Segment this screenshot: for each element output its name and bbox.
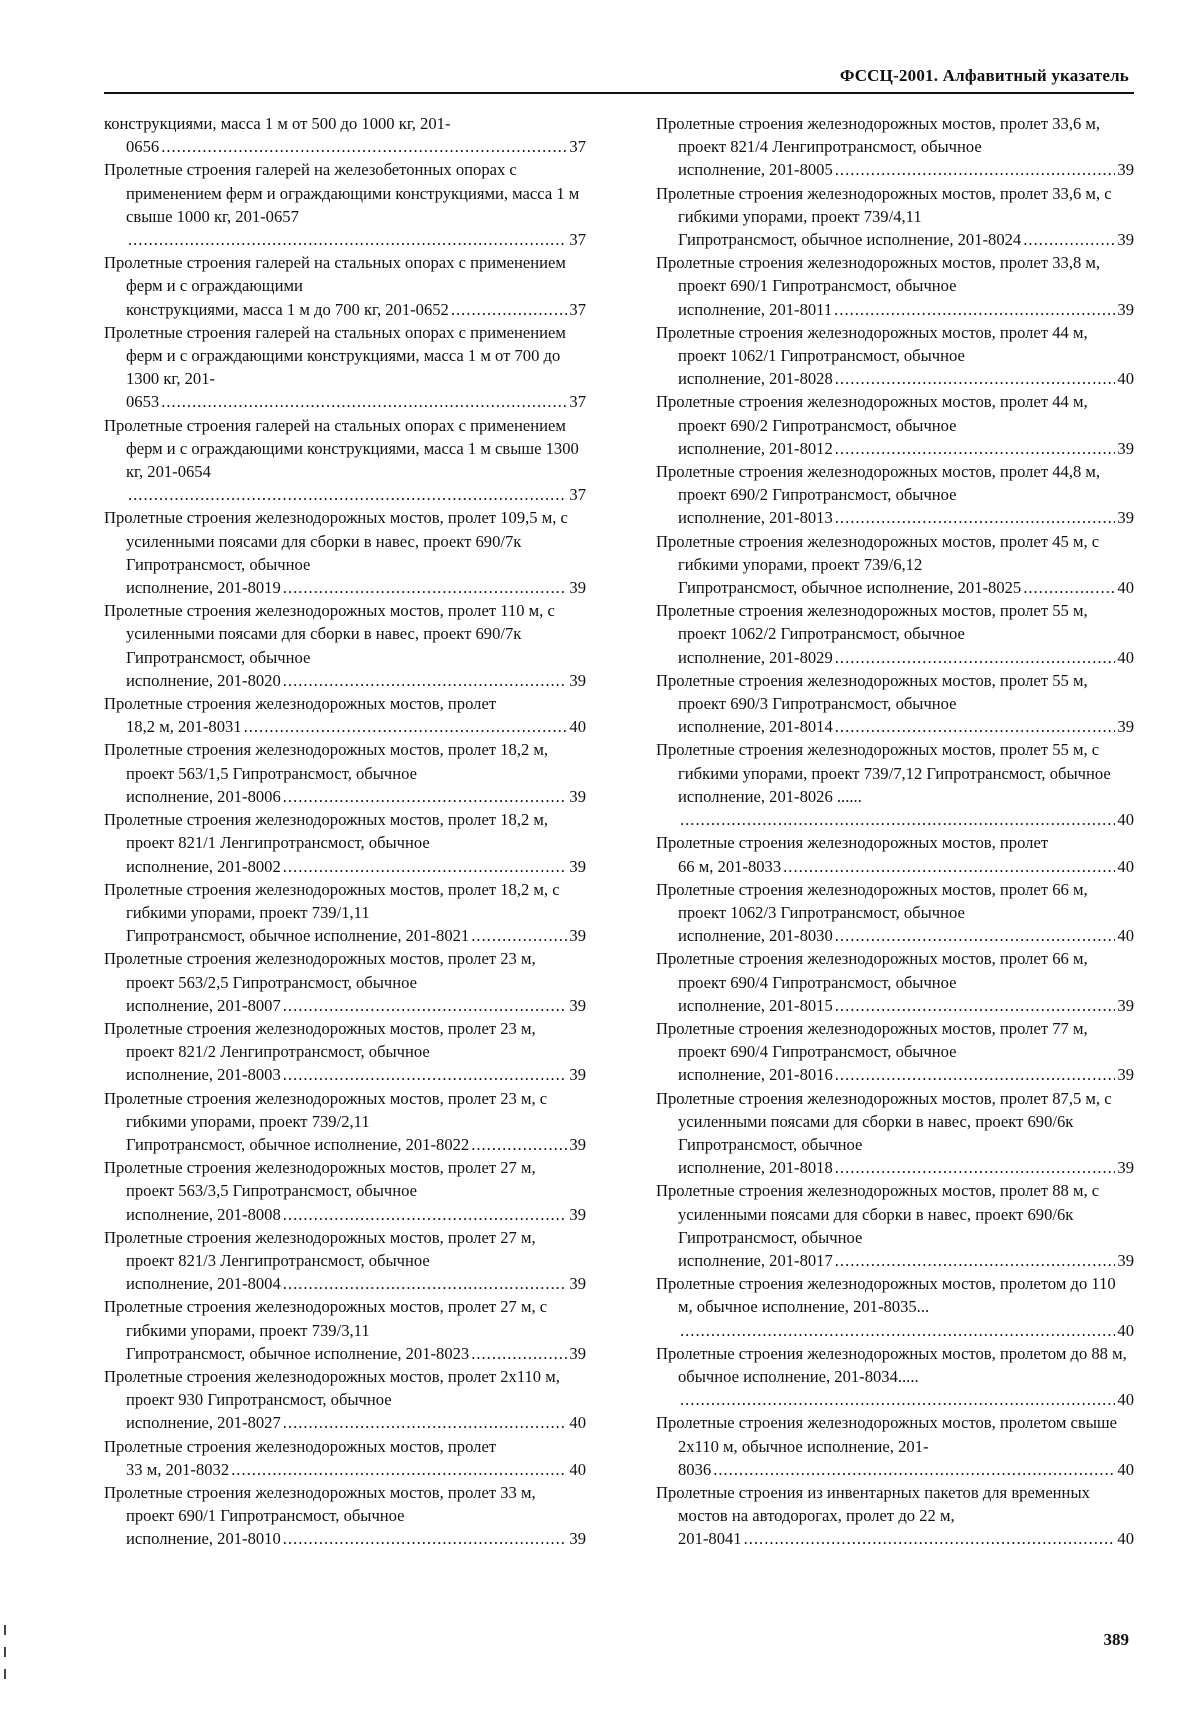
index-entry-text: Пролетные строения железнодорожных мостов, пролет 33,8 м, проект 690/1 Гипротрансмост, обычное <box>656 253 1101 296</box>
index-entry-tail: исполнение, 201-8014 <box>678 717 833 737</box>
index-entry-text: Пролетные строения железнодорожных мостов, пролет 44 м, проект 690/2 Гипротрансмост, обычное <box>656 392 1088 435</box>
dot-leader <box>283 1203 568 1226</box>
index-entry-tail: исполнение, 201-8003 <box>126 1065 281 1085</box>
index-entry <box>656 1342 1134 1412</box>
index-entry-tail: исполнение, 201-8006 <box>126 786 281 806</box>
index-entry-text: Пролетные строения железнодорожных мостов, пролет 66 м, проект 690/4 Гипротрансмост, обычное <box>656 949 1088 992</box>
index-entry-text: Пролетные строения железнодорожных мостов, пролет 27 м, проект 563/3,5 Гипротрансмост, обычное <box>104 1158 536 1201</box>
index-entry <box>104 808 586 878</box>
index-entry-leader-line <box>678 1388 1134 1411</box>
index-entry-tail: исполнение, 201-8007 <box>126 995 281 1015</box>
index-entry-tail: исполнение, 201-8018 <box>678 1158 833 1178</box>
index-entry-tail: исполнение, 201-8002 <box>126 856 281 876</box>
dot-leader <box>835 646 1116 669</box>
index-entry-leader-line <box>678 158 1134 181</box>
index-entry-text: Пролетные строения железнодорожных мостов, пролет 27 м, проект 821/3 Ленгипротрансмост, обычное <box>104 1227 536 1270</box>
index-entry <box>656 390 1134 460</box>
index-entry-tail: исполнение, 201-8028 <box>678 369 833 389</box>
index-entry-leader-line <box>126 298 586 321</box>
index-entry-tail: исполнение, 201-8029 <box>678 647 833 667</box>
dot-leader <box>783 855 1115 878</box>
index-entry-page: 40 <box>569 717 586 737</box>
index-entry-text: Пролетные строения железнодорожных мостов, пролет 55 м, проект 1062/2 Гипротрансмост, обычное <box>656 601 1088 644</box>
index-entry-text: Пролетные строения железнодорожных мостов, пролет 23 м, проект 821/2 Ленгипротрансмост, обычное <box>104 1018 536 1062</box>
index-entry-leader-line <box>678 994 1134 1017</box>
index-entry-leader-line <box>678 298 1134 321</box>
index-entry-page: 39 <box>1117 299 1134 319</box>
index-entry-page: 39 <box>1117 1158 1134 1178</box>
index-entry-text: Пролетные строения железнодорожных мостов, пролет 45 м, с гибкими упорами, проект 739/6,12 <box>656 531 1100 574</box>
index-entry-text: Пролетные строения железнодорожных мостов, пролет 18,2 м, проект 563/1,5 Гипротрансмост, обычное <box>104 740 549 783</box>
index-entry-tail: исполнение, 201-8015 <box>678 995 833 1015</box>
index-entry-text: Пролетные строения железнодорожных мостов, пролетом до 88 м, обычное исполнение, 201-8034..... <box>656 1343 1127 1386</box>
index-entry-text: Пролетные строения железнодорожных мостов, пролет 77 м, проект 690/4 Гипротрансмост, обычное <box>656 1018 1088 1062</box>
dot-leader <box>835 1249 1116 1272</box>
index-entry-leader-line <box>126 1527 586 1550</box>
index-entry-page: 40 <box>569 1459 586 1479</box>
index-entry-text: Пролетные строения железнодорожных мостов, пролет 44 м, проект 1062/1 Гипротрансмост, обычное <box>656 322 1088 366</box>
dot-leader <box>283 1063 568 1086</box>
index-entry-tail: 66 м, 201-8033 <box>678 856 782 876</box>
index-entry-text: Пролетные строения из инвентарных пакетов для временных мостов на автодорогах, пролет до 22 м, <box>656 1482 1090 1526</box>
index-entry-text: Пролетные строения железнодорожных мостов, пролет 33,6 м, с гибкими упорами, проект 739/4,11 <box>656 183 1112 226</box>
dot-leader <box>835 437 1116 460</box>
index-entry-page: 39 <box>1117 160 1134 180</box>
dot-leader <box>835 158 1116 181</box>
index-entry-text: Пролетные строения железнодорожных мостов, пролет <box>104 694 497 714</box>
index-entry <box>104 878 586 948</box>
index-entry <box>656 878 1134 948</box>
dot-leader <box>835 367 1116 390</box>
index-entry-leader-line <box>678 1156 1134 1179</box>
index-entry <box>104 414 586 507</box>
index-entry-page: 39 <box>569 856 586 876</box>
index-entry-leader-line <box>126 785 586 808</box>
index-entry-tail: исполнение, 201-8010 <box>126 1529 281 1549</box>
index-entry-page: 39 <box>1117 717 1134 737</box>
index-entry-page: 40 <box>1117 578 1134 598</box>
index-entry-leader-line <box>678 1527 1134 1550</box>
index-entry-leader-line <box>126 228 586 251</box>
index-entry-page: 39 <box>1117 508 1134 528</box>
index-entry-page: 37 <box>569 485 586 505</box>
index-entry-tail: 0656 <box>126 137 160 157</box>
index-entry-page: 37 <box>569 299 586 319</box>
index-entry-leader-line <box>678 855 1134 878</box>
index-entry-page: 40 <box>1117 926 1134 946</box>
dot-leader <box>161 135 567 158</box>
index-entry-tail: Гипротрансмост, обычное исполнение, 201-8023 <box>126 1343 470 1363</box>
dot-leader <box>283 855 568 878</box>
index-entry-text: Пролетные строения железнодорожных мостов, пролет 109,5 м, с усиленными поясами для сборки в навес, проект 690/7к Гипротрансмост, обычное <box>104 508 568 574</box>
dot-leader <box>283 1527 568 1550</box>
index-entry-text: Пролетные строения галерей на стальных опорах с применением ферм и с ограждающими конструкциями, масса 1 м свыше 1300 кг, 201-0654 <box>104 415 579 482</box>
index-entry-tail: исполнение, 201-8016 <box>678 1065 833 1085</box>
index-entry <box>656 530 1134 600</box>
index-entry-leader-line <box>126 1458 586 1481</box>
index-entry-page: 40 <box>569 1413 586 1433</box>
index-entry-text: Пролетные строения галерей на стальных опорах с применением ферм и с ограждающими конструкциями, масса 1 м от 700 до 1300 кг, 201- <box>104 322 566 389</box>
index-entry-text: Пролетные строения железнодорожных мостов, пролетом свыше 2х110 м, обычное исполнение, 201- <box>656 1413 1117 1456</box>
index-entry-tail: исполнение, 201-8008 <box>126 1204 281 1224</box>
index-entry <box>656 112 1134 182</box>
index-entry-leader-line <box>678 1319 1134 1342</box>
index-entry-page: 40 <box>1117 1390 1134 1410</box>
index-entry-text: Пролетные строения железнодорожных мостов, пролет 33 м, проект 690/1 Гипротрансмост, обычное <box>104 1482 536 1526</box>
index-entry <box>104 112 586 158</box>
index-entry <box>656 1087 1134 1180</box>
index-entry-text: Пролетные строения железнодорожных мостов, пролет 33,6 м, проект 821/4 Ленгипротрансмост, обычное <box>656 114 1101 157</box>
dot-leader <box>835 1156 1116 1179</box>
index-entry <box>104 506 586 599</box>
index-entry-tail: 8036 <box>678 1459 712 1479</box>
index-entry-text: Пролетные строения железнодорожных мостов, пролет 88 м, с усиленными поясами для сборки в навес, проект 690/6к Гипротрансмост, обычное <box>656 1181 1100 1247</box>
index-entry <box>656 669 1134 739</box>
index-entry-tail: исполнение, 201-8005 <box>678 160 833 180</box>
index-entry-tail: конструкциями, масса 1 м до 700 кг, 201-0652 <box>126 299 449 319</box>
index-entry-text: Пролетные строения железнодорожных мостов, пролет <box>104 1436 497 1456</box>
index-entry-text: Пролетные строения железнодорожных мостов, пролет 23 м, с гибкими упорами, проект 739/2,11 <box>104 1088 548 1131</box>
index-entry-page: 39 <box>569 670 586 690</box>
index-entry <box>656 1411 1134 1481</box>
index-entry-leader-line <box>678 924 1134 947</box>
running-header: ФССЦ-2001. Алфавитный указатель <box>839 66 1129 85</box>
index-entry-tail: 201-8041 <box>678 1529 742 1549</box>
index-entry <box>104 1156 586 1226</box>
index-entry <box>104 1481 586 1551</box>
index-entry-tail: Гипротрансмост, обычное исполнение, 201-8021 <box>126 926 470 946</box>
index-entry <box>656 251 1134 321</box>
index-entry <box>104 1017 586 1087</box>
index-entry <box>656 947 1134 1017</box>
dot-leader <box>680 808 1115 831</box>
index-entry <box>104 251 586 321</box>
index-entry-text: Пролетные строения железнодорожных мостов, пролет 2х110 м, проект 930 Гипротрансмост, обычное <box>104 1366 560 1410</box>
index-entry <box>656 1481 1134 1551</box>
dot-leader <box>680 1319 1115 1342</box>
index-entry <box>104 947 586 1017</box>
index-entry <box>104 1226 586 1296</box>
index-entry <box>104 1087 586 1157</box>
index-entry-page: 37 <box>569 230 586 250</box>
index-entry-page: 39 <box>569 786 586 806</box>
index-entry <box>104 1435 586 1481</box>
index-entry-tail: 0653 <box>126 392 160 412</box>
dot-leader <box>835 1063 1116 1086</box>
index-entry-leader-line <box>678 1458 1134 1481</box>
index-entry-page: 40 <box>1117 810 1134 830</box>
dot-leader <box>835 715 1116 738</box>
index-entry <box>104 158 586 251</box>
index-entry-leader-line <box>126 1272 586 1295</box>
index-entry-leader-line <box>126 1063 586 1086</box>
index-entry-text: Пролетные строения железнодорожных мостов, пролет 55 м, с гибкими упорами, проект 739/7,12 Гипротрансмост, обычное исполнение, 201-8026 ...... <box>656 740 1111 806</box>
index-entry-leader-line <box>126 1411 586 1434</box>
index-entry-tail: исполнение, 201-8011 <box>678 299 833 319</box>
index-entry-tail: Гипротрансмост, обычное исполнение, 201-8025 <box>678 578 1022 598</box>
index-entry-page: 39 <box>569 578 586 598</box>
index-entry-tail: исполнение, 201-8017 <box>678 1250 833 1270</box>
index-entry-leader-line <box>126 669 586 692</box>
left-index-column <box>104 112 586 1551</box>
index-entry-page: 39 <box>1117 995 1134 1015</box>
index-entry-leader-line <box>678 1063 1134 1086</box>
dot-leader <box>283 994 568 1017</box>
index-entry-leader-line <box>126 1203 586 1226</box>
index-entry-page: 37 <box>569 137 586 157</box>
index-entry-leader-line <box>126 715 586 738</box>
dot-leader <box>834 298 1115 321</box>
index-entry-text: Пролетные строения железнодорожных мостов, пролет 110 м, с усиленными поясами для сборки в навес, проект 690/7к Гипротрансмост, обычное <box>104 601 555 667</box>
index-entry-text: Пролетные строения железнодорожных мостов, пролет 66 м, проект 1062/3 Гипротрансмост, обычное <box>656 879 1088 922</box>
dot-leader <box>835 994 1116 1017</box>
index-entry-text: Пролетные строения железнодорожных мостов, пролет 27 м, с гибкими упорами, проект 739/3,11 <box>104 1297 548 1340</box>
index-entry <box>104 692 586 738</box>
index-entry-page: 39 <box>569 1134 586 1154</box>
index-entry-page: 39 <box>569 926 586 946</box>
index-entry-text: Пролетные строения железнодорожных мостов, пролет 18,2 м, проект 821/1 Ленгипротрансмост, обычное <box>104 810 549 853</box>
index-entry-tail: исполнение, 201-8004 <box>126 1274 281 1294</box>
index-entry <box>656 831 1134 877</box>
dot-leader <box>835 924 1116 947</box>
dot-leader <box>244 715 568 738</box>
index-entry-leader-line <box>126 576 586 599</box>
index-entry-tail: исполнение, 201-8030 <box>678 926 833 946</box>
index-entry-tail: Гипротрансмост, обычное исполнение, 201-8022 <box>126 1134 470 1154</box>
index-entry-leader-line <box>678 715 1134 738</box>
index-entry <box>104 599 586 692</box>
index-entry-leader-line <box>678 646 1134 669</box>
dot-leader <box>128 483 567 506</box>
index-entry-page: 40 <box>1117 1529 1134 1549</box>
index-entry-leader-line <box>126 1133 586 1156</box>
index-entry-page: 39 <box>1117 1065 1134 1085</box>
index-entry <box>656 1017 1134 1087</box>
dot-leader <box>283 669 568 692</box>
index-entry <box>656 460 1134 530</box>
index-entry <box>104 1295 586 1365</box>
index-entry <box>656 599 1134 669</box>
index-entry-text: Пролетные строения железнодорожных мостов, пролет 87,5 м, с усиленными поясами для сборки в навес, проект 690/6к Гипротрансмост, обычное <box>656 1088 1112 1154</box>
index-entry-page: 40 <box>1117 369 1134 389</box>
index-entry-leader-line <box>126 135 586 158</box>
page-number: 389 <box>1103 1630 1129 1649</box>
dot-leader <box>471 1133 567 1156</box>
index-entry-tail: исполнение, 201-8013 <box>678 508 833 528</box>
index-entry-leader-line <box>678 228 1134 251</box>
index-entry-page: 39 <box>569 1274 586 1294</box>
dot-leader <box>471 1342 567 1365</box>
index-entry-tail: исполнение, 201-8027 <box>126 1413 281 1433</box>
index-entry-page: 39 <box>1117 1250 1134 1270</box>
dot-leader <box>713 1458 1115 1481</box>
index-entry <box>104 321 586 414</box>
dot-leader <box>680 1388 1115 1411</box>
scan-margin-marks <box>4 1625 8 1705</box>
index-entry-tail: исполнение, 201-8020 <box>126 670 281 690</box>
index-entry-page: 39 <box>1117 230 1134 250</box>
dot-leader <box>283 576 568 599</box>
dot-leader <box>1023 228 1115 251</box>
index-entry-text: Пролетные строения галерей на стальных опорах с применением ферм и с ограждающими <box>104 253 566 296</box>
index-entry <box>104 738 586 808</box>
dot-leader <box>283 1411 568 1434</box>
index-entry-leader-line <box>678 808 1134 831</box>
right-index-column <box>656 112 1134 1551</box>
index-entry <box>656 321 1134 391</box>
dot-leader <box>471 924 567 947</box>
dot-leader <box>451 298 568 321</box>
index-entry <box>656 1272 1134 1342</box>
index-entry-leader-line <box>126 994 586 1017</box>
index-entry-tail: исполнение, 201-8019 <box>126 578 281 598</box>
index-entry-text: Пролетные строения галерей на железобетонных опорах с применением ферм и ограждающими конструкциями, масса 1 м свыше 1000 кг, 201-0657 <box>104 160 580 226</box>
dot-leader <box>283 785 568 808</box>
index-entry-tail: исполнение, 201-8012 <box>678 438 833 458</box>
dot-leader <box>128 228 567 251</box>
index-entry-text: Пролетные строения железнодорожных мостов, пролет 23 м, проект 563/2,5 Гипротрансмост, обычное <box>104 949 536 992</box>
dot-leader <box>161 390 567 413</box>
dot-leader <box>835 506 1116 529</box>
index-entry-text: конструкциями, масса 1 м от 500 до 1000 кг, 201- <box>104 114 451 133</box>
index-entry-page: 37 <box>569 392 586 412</box>
index-entry <box>656 1179 1134 1272</box>
index-entry-text: Пролетные строения железнодорожных мостов, пролет 18,2 м, с гибкими упорами, проект 739/1,11 <box>104 879 560 922</box>
dot-leader <box>1023 576 1115 599</box>
index-entry-text: Пролетные строения железнодорожных мостов, пролет 44,8 м, проект 690/2 Гипротрансмост, обычное <box>656 462 1101 505</box>
index-entry-leader-line <box>678 367 1134 390</box>
index-entry-page: 40 <box>1117 1459 1134 1479</box>
index-entry-leader-line <box>126 1342 586 1365</box>
index-entry-page: 39 <box>569 1343 586 1363</box>
index-entry-leader-line <box>126 483 586 506</box>
index-entry-text: Пролетные строения железнодорожных мостов, пролет <box>656 833 1049 853</box>
index-entry-text: Пролетные строения железнодорожных мостов, пролетом до 110 м, обычное исполнение, 201-8035... <box>656 1274 1116 1317</box>
index-entry-page: 40 <box>1117 856 1134 876</box>
header-rule <box>104 92 1134 94</box>
index-entry-leader-line <box>678 506 1134 529</box>
index-entry <box>104 1365 586 1435</box>
index-entry-page: 39 <box>569 995 586 1015</box>
index-entry <box>656 738 1134 831</box>
index-entry-page: 39 <box>569 1529 586 1549</box>
dot-leader <box>231 1458 567 1481</box>
dot-leader <box>744 1527 1116 1550</box>
index-entry-leader-line <box>678 1249 1134 1272</box>
index-entry-tail: Гипротрансмост, обычное исполнение, 201-8024 <box>678 230 1022 250</box>
index-entry-page: 39 <box>1117 438 1134 458</box>
index-entry-leader-line <box>126 390 586 413</box>
index-entry-page: 39 <box>569 1065 586 1085</box>
index-entry-page: 40 <box>1117 647 1134 667</box>
index-entry-page: 40 <box>1117 1320 1134 1340</box>
index-entry-page: 39 <box>569 1204 586 1224</box>
index-entry <box>656 182 1134 252</box>
index-entry-text: Пролетные строения железнодорожных мостов, пролет 55 м, проект 690/3 Гипротрансмост, обычное <box>656 670 1088 714</box>
index-entry-tail: 33 м, 201-8032 <box>126 1459 230 1479</box>
index-entry-leader-line <box>126 855 586 878</box>
index-entry-leader-line <box>678 437 1134 460</box>
index-entry-tail: 18,2 м, 201-8031 <box>126 717 242 737</box>
index-entry-leader-line <box>678 576 1134 599</box>
dot-leader <box>283 1272 568 1295</box>
index-entry-leader-line <box>126 924 586 947</box>
